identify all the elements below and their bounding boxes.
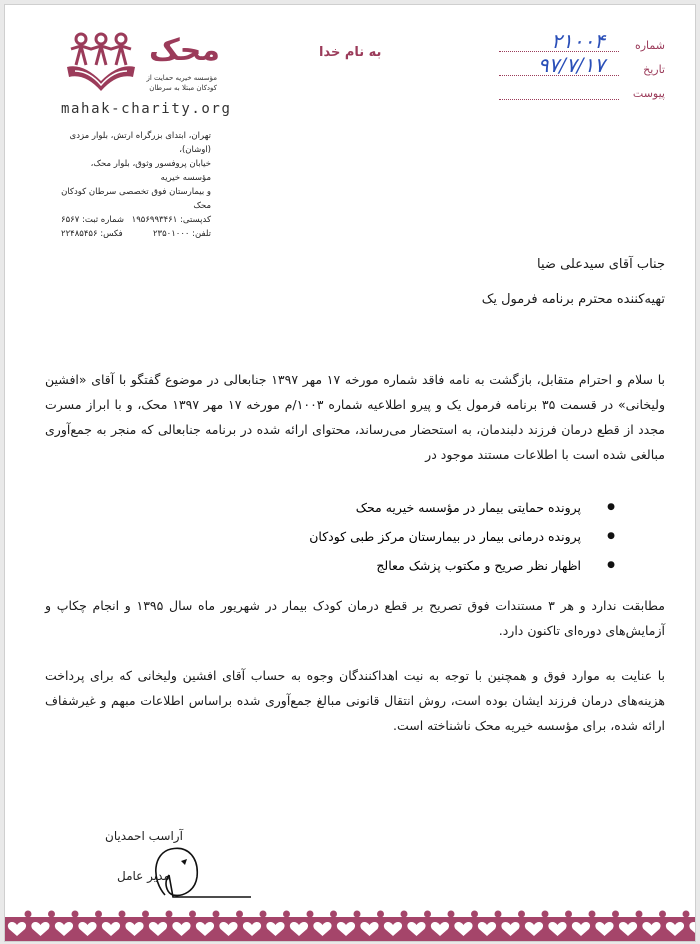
border-dot: [377, 911, 384, 918]
border-dot: [471, 911, 478, 918]
border-dot: [612, 911, 619, 918]
border-dot: [518, 911, 525, 918]
logo-subtitle: [141, 73, 217, 93]
border-dot: [495, 911, 502, 918]
meta-date: [485, 53, 675, 83]
border-dot: [283, 911, 290, 918]
hearts-footer-border: [5, 909, 695, 941]
bismillah-heading: به نام خدا: [319, 45, 382, 60]
border-dot: [565, 911, 572, 918]
paragraph-text: با عنایت به موارد فوق و همچنین با توجه به نیت اهداکنندگان وجوه به حساب آقای افشین ولیخانی که برای پرداخت هزینه‌های درمان فرزند ایشان بوده است، روش انتقال قانونی مبالغ جمع‌آوری شده براساس اطلاعات مبهم و غیرشفاف ارائه شده، برای مؤسسه خیریه محک ناشناخته است.: [45, 668, 665, 733]
border-dot: [683, 911, 690, 918]
address-line: و بیمارستان فوق تخصصی سرطان کودکان محک: [61, 187, 211, 211]
border-dot: [166, 911, 173, 918]
handwritten-signature: [143, 839, 253, 901]
number-value: ۲۱۰۰۴: [551, 29, 605, 53]
list-item: ● اظهار نظر صریح و مکتوب پزشک معالج: [305, 551, 605, 580]
attachment-label: پیوست: [632, 87, 665, 100]
paragraph-text: با سلام و احترام متقابل، بازگشت به نامه فاقد شماره مورخه ۱۷ مهر ۱۳۹۷ جنابعالی در موضوع گفتگو با آقای «افشین ولیخانی» در قسمت ۳۵ برنامه فرمول یک و پیرو اطلاعیه شماره ۱۰۰۳/م مورخه ۱۷ مهر ۱۳۹۷ محک، و با ابراز مسرت مجدد از قطع درمان فرزند دلبندمان، به استحضار می‌رساند، محتوای ارائه شده در برنامه جنابعالی که منجر به جمع‌آوری مبالغی شده است با اطلاعات مستند موجود در: [45, 372, 666, 462]
paragraph-3: [45, 663, 665, 738]
border-dot: [330, 911, 337, 918]
logo-subtitle-line: کودکان مبتلا به سرطان: [149, 84, 217, 92]
signatory-title: مدیر عامل: [117, 869, 170, 883]
letter-page: [4, 4, 696, 942]
border-dot: [48, 911, 55, 918]
border-dot: [424, 911, 431, 918]
registration-number: شماره ثبت: ۶۵۶۷: [61, 215, 124, 225]
border-dot: [260, 911, 267, 918]
signature-block: [99, 827, 249, 897]
border-dot: [589, 911, 596, 918]
address-line: خیابان پروفسور وثوق، بلوار محک، مؤسسه خیریه: [90, 159, 211, 183]
date-label: تاریخ: [643, 63, 665, 76]
address-line: تهران، ابتدای بزرگراه ارتش، بلوار مزدی (اوشان)،: [69, 131, 211, 155]
meta-attachment: [485, 83, 675, 107]
paragraph-1: [45, 367, 665, 467]
border-dot: [142, 911, 149, 918]
border-dot: [189, 911, 196, 918]
signatory-name: آراسب احمدیان: [105, 829, 183, 843]
mahak-logo: [57, 29, 220, 103]
fax-number: فکس: ۲۲۴۸۵۴۵۶: [61, 229, 123, 239]
list-item: ● پرونده درمانی بیمار در بیمارستان مرکز طبی کودکان: [305, 522, 605, 551]
website-url: mahak-charity.org: [61, 101, 232, 117]
postal-code: کدپستی: ۱۹۵۶۹۹۳۴۶۱: [131, 215, 211, 225]
border-dot: [72, 911, 79, 918]
date-value: ۹۷/۷/۱۷: [537, 53, 605, 77]
border-dot: [659, 911, 666, 918]
list-item: ● پرونده حمایتی بیمار در مؤسسه خیریه محک: [305, 493, 605, 522]
logo-subtitle-line: مؤسسه خیریه حمایت از: [146, 74, 217, 82]
border-dot: [25, 911, 32, 918]
logo-name: محک: [149, 33, 220, 68]
paragraph-2: [45, 593, 665, 643]
border-dot: [236, 911, 243, 918]
children-holding-hands-book-icon: [65, 31, 137, 95]
border-dot: [95, 911, 102, 918]
recipient-title: تهیه‌کننده محترم برنامه فرمول یک: [481, 292, 665, 307]
border-dot: [448, 911, 455, 918]
phone-number: تلفن: ۲۳۵۰۱۰۰۰: [152, 229, 211, 239]
border-dot: [401, 911, 408, 918]
border-dot: [542, 911, 549, 918]
border-dot: [307, 911, 314, 918]
border-dot: [119, 911, 126, 918]
number-label: شماره: [634, 39, 665, 52]
recipient-name: جناب آقای سیدعلی ضیا: [537, 257, 665, 272]
border-dot: [354, 911, 361, 918]
letter-meta: [485, 29, 675, 107]
border-dot: [213, 911, 220, 918]
border-dot: [636, 911, 643, 918]
dotted-line: [499, 99, 619, 100]
document-list: [305, 493, 605, 580]
addressee-block: [45, 257, 665, 327]
organization-address: [61, 129, 211, 241]
paragraph-text: مطابقت ندارد و هر ۳ مستندات فوق تصریح بر قطع درمان کودک بیمار در شهریور ماه سال ۱۳۹۵ و انجام چکاپ و آزمایش‌های دوره‌ای تاکنون دارد.: [45, 598, 665, 638]
